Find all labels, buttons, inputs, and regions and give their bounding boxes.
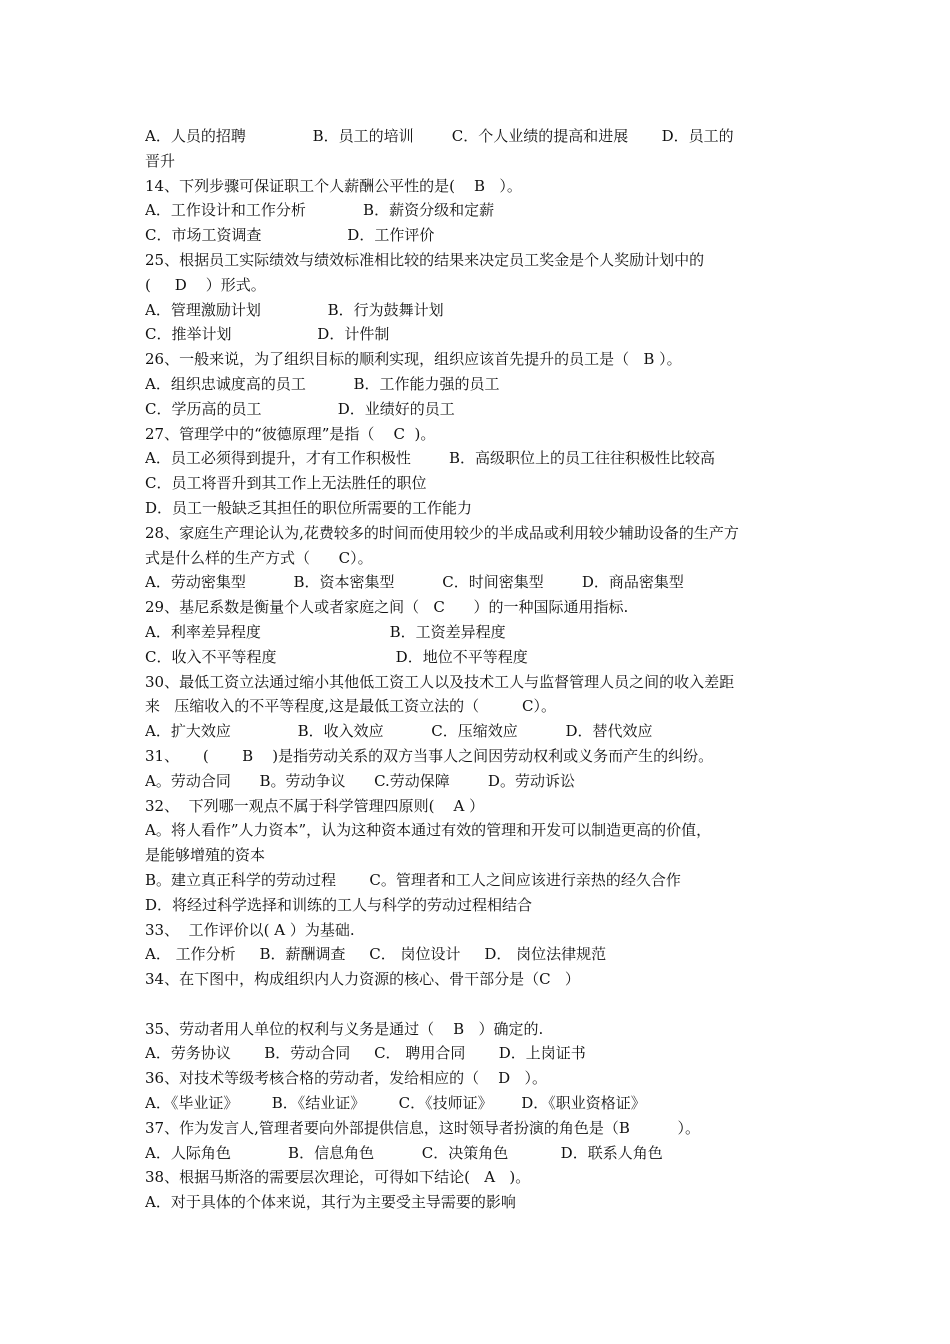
text-line: 14、下列步骤可保证职工个人薪酬公平性的是( B ）。 bbox=[145, 176, 522, 195]
text-line: 来 压缩收入的不平等程度,这是最低工资立法的（ C）。 bbox=[145, 697, 556, 716]
text-line: 32、 下列哪一观点不属于科学管理四原则( A ） bbox=[145, 796, 485, 815]
text-line: A． 工作分析 B．薪酬调查 C． 岗位设计 D． 岗位法律规范 bbox=[145, 945, 607, 964]
text-line: C．学历高的员工 D．业绩好的员工 bbox=[145, 399, 455, 418]
text-line: A．扩大效应 B．收入效应 C．压缩效应 D．替代效应 bbox=[145, 722, 653, 741]
text-line: 27、管理学中的“彼德原理”是指（ C )。 bbox=[145, 424, 436, 443]
text-line: 晋升 bbox=[145, 151, 176, 170]
text-line: 26、一般来说，为了组织目标的顺利实现，组织应该首先提升的员工是（ B ）。 bbox=[145, 350, 682, 369]
text-line: C．市场工资调查 D．工作评价 bbox=[145, 226, 435, 245]
text-line: A。将人看作”人力资本”，认为这种资本通过有效的管理和开发可以制造更高的价值， bbox=[145, 821, 712, 840]
text-line: 28、家庭生产理论认为,花费较多的时间而使用较少的半成品或利用较少辅助设备的生产方 bbox=[145, 523, 739, 542]
text-line: A．《毕业证》 B．《结业证》 C．《技师证》 D．《职业资格证》 bbox=[145, 1094, 646, 1113]
text-line: 38、根据马斯洛的需要层次理论，可得如下结论( A )。 bbox=[145, 1168, 531, 1187]
text-line: D．员工一般缺乏其担任的职位所需要的工作能力 bbox=[145, 498, 473, 517]
text-line: 35、劳动者用人单位的权利与义务是通过（ B ）确定的. bbox=[145, 1019, 544, 1038]
text-line: A．组织忠诚度高的员工 B．工作能力强的员工 bbox=[145, 374, 500, 393]
text-line: A．工作设计和工作分析 B．薪资分级和定薪 bbox=[145, 201, 495, 220]
text-line: C．收入不平等程度 D．地位不平等程度 bbox=[145, 647, 528, 666]
text-line: C．推举计划 D．计件制 bbox=[145, 325, 390, 344]
text-line: A．人际角色 B．信息角色 C．决策角色 D．联系人角色 bbox=[145, 1143, 663, 1162]
text-line: A．对于具体的个体来说，其行为主要受主导需要的影响 bbox=[145, 1193, 516, 1212]
text-line: 37、作为发言人,管理者要向外部提供信息，这时领导者扮演的角色是（B ）。 bbox=[145, 1118, 701, 1137]
text-line: 是能够增殖的资本 bbox=[145, 846, 266, 865]
question-text-body bbox=[145, 124, 815, 1215]
text-line: 25、根据员工实际绩效与绩效标准相比较的结果来决定员工奖金是个人奖励计划中的 bbox=[145, 250, 705, 269]
text-line: C．员工将晋升到其工作上无法胜任的职位 bbox=[145, 474, 427, 493]
text-line: 36、对技术等级考核合格的劳动者，发给相应的（ D ）。 bbox=[145, 1069, 547, 1088]
text-line: 31、 ( B )是指劳动关系的双方当事人之间因劳动权利或义务而产生的纠纷。 bbox=[145, 746, 714, 765]
text-line: 33、 工作评价以( A ）为基础. bbox=[145, 920, 355, 939]
blank-line bbox=[145, 992, 815, 1017]
text-line: 34、在下图中，构成组织内人力资源的核心、骨干部分是（C ） bbox=[145, 970, 580, 989]
text-line: A．员工必须得到提升，才有工作积极性 B．高级职位上的员工往往积极性比较高 bbox=[145, 449, 716, 468]
text-line: A。劳动合同 B。劳动争议 C.劳动保障 D。劳动诉讼 bbox=[145, 771, 575, 790]
text-line: A．劳务协议 B．劳动合同 C． 聘用合同 D．上岗证书 bbox=[145, 1044, 586, 1063]
text-line: 30、最低工资立法通过缩小其他低工资工人以及技术工人与监督管理人员之间的收入差距 bbox=[145, 672, 735, 691]
text-line: B。建立真正科学的劳动过程 C。管理者和工人之间应该进行亲热的经久合作 bbox=[145, 870, 681, 889]
text-line: 29、基尼系数是衡量个人或者家庭之间（ C ）的一种国际通用指标. bbox=[145, 598, 629, 617]
text-line: A．利率差异程度 B．工资差异程度 bbox=[145, 622, 506, 641]
text-line: A．人员的招聘 B．员工的培训 C．个人业绩的提高和进展 D．员工的 bbox=[145, 127, 734, 145]
text-line: 式是什么样的生产方式（ C）。 bbox=[145, 548, 373, 567]
text-line: A．管理激励计划 B．行为鼓舞计划 bbox=[145, 300, 444, 319]
text-line: A．劳动密集型 B．资本密集型 C．时间密集型 D．商品密集型 bbox=[145, 573, 684, 592]
text-line: D．将经过科学选择和训练的工人与科学的劳动过程相结合 bbox=[145, 895, 533, 914]
text-line: ( D ）形式。 bbox=[145, 275, 266, 294]
